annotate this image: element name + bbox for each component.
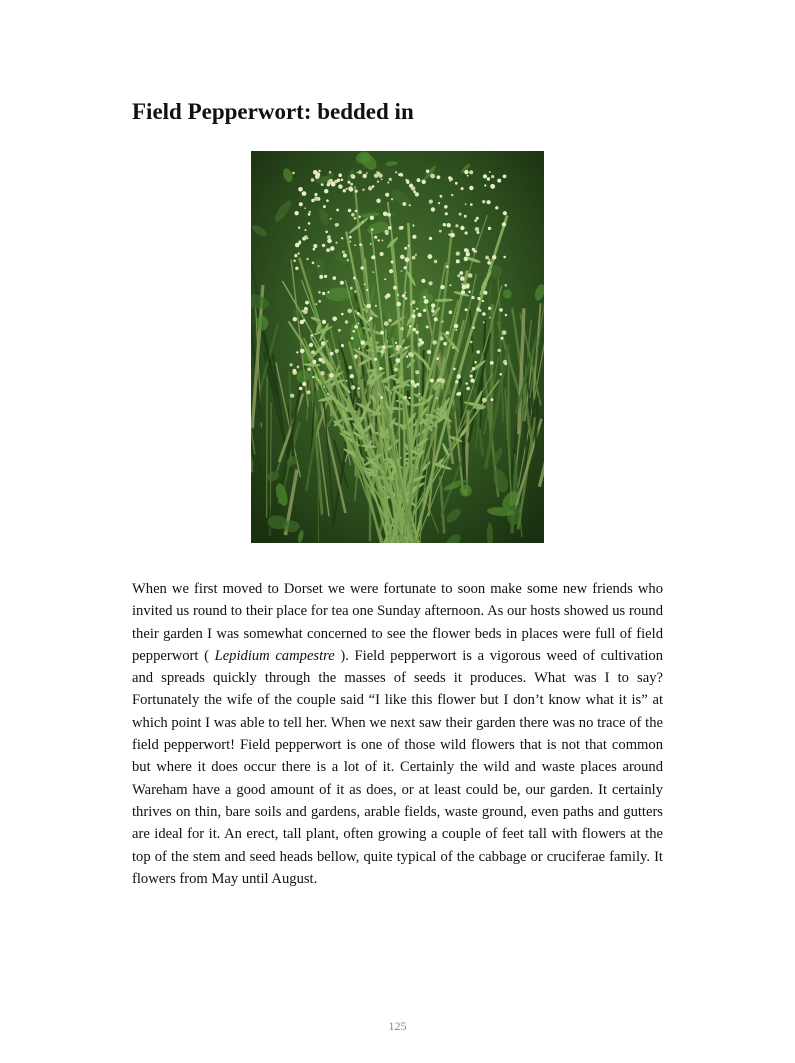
page-number: 125	[388, 1019, 407, 1033]
plant-photo	[251, 151, 544, 543]
plant-photo-illustration	[251, 151, 544, 543]
body-paragraph	[132, 578, 663, 890]
body-text-part1: When we first moved to Dorset we were fortunate to soon make some new friends who invited us round to their place for tea one Sunday afternoon. As our hosts showed us round their garden I was somewhat concerned to see the flower beds in places were full of field pepperwort (	[132, 581, 663, 664]
page-title: Field Pepperwort: bedded in	[132, 99, 414, 124]
species-name: Lepidium campestre	[214, 647, 335, 664]
body-text-part2: ). Field pepperwort is a vigorous weed of cultivation and spreads quickly through the masses of seeds it produces. What was I to say? Fortunately the wife of the couple said “I like this flower but I don’t know what it is” at which point I was able to tell her. When we next saw their garden there was no trace of the field pepperwort! Field pepperwort is one of those wild flowers that is not that common but where it does occur there is a lot of it. Certainly the wild and waste places around Wareham have a good amount of it as does, or at least could be, our garden. It certainly thrives on thin, bare soils and gardens, arable fields, waste ground, even paths and gutters are ideal for it. An erect, tall plant, often growing a couple of feet tall with flowers at the top of the stem and seed heads bellow, quite typical of the cabbage or cruciferae family. It flowers from May until August.	[132, 647, 664, 887]
